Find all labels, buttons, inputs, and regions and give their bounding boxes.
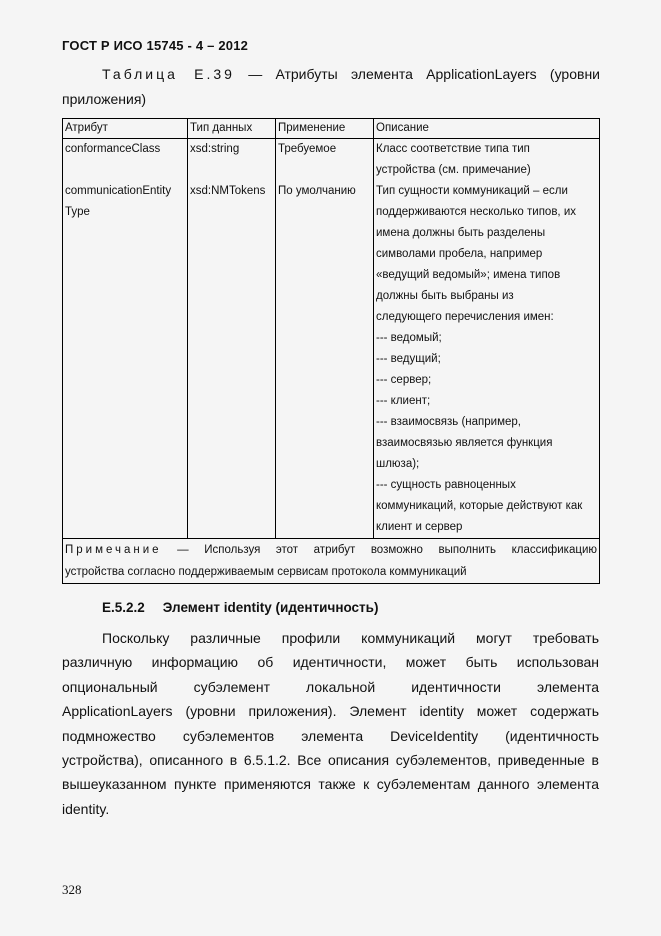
cell-use: По умолчанию bbox=[276, 181, 374, 539]
note-line-1 bbox=[65, 539, 597, 561]
cell-use: Требуемое bbox=[276, 139, 374, 182]
note-text: — Используя этот атрибут возможно выполнить классификацию bbox=[161, 544, 597, 556]
header-attribute: Атрибут bbox=[63, 119, 188, 139]
paragraph-line: подмножество субэлементов элемента DeviceIdentity (идентичность bbox=[62, 727, 599, 744]
header-description: Описание bbox=[374, 119, 600, 139]
table-note-row bbox=[63, 539, 600, 584]
paragraph-line: вышеуказанном пункте применяются также к субэлементам данного элемента bbox=[62, 776, 599, 793]
table-row bbox=[63, 181, 600, 539]
cell-attribute: communicationEntity Type bbox=[63, 181, 188, 539]
paragraph-line: identity. bbox=[62, 800, 110, 817]
page-number: 328 bbox=[62, 882, 82, 897]
cell-description: Класс соответствие типа тип устройства (см. примечание) bbox=[374, 139, 600, 182]
caption-line-2: приложения) bbox=[62, 91, 147, 107]
section-number: Е.5.2.2 bbox=[102, 600, 145, 615]
table-row bbox=[63, 139, 600, 182]
body-paragraph bbox=[62, 626, 599, 821]
caption-prefix: Таблица Е.39 bbox=[102, 66, 235, 82]
cell-attribute: conformanceClass bbox=[63, 139, 188, 182]
paragraph-line: опциональный субэлемент локальной идентичности элемента bbox=[62, 678, 599, 695]
paragraph-line: ApplicationLayers (уровни приложения). Элемент identity может содержать bbox=[62, 703, 599, 720]
standard-header: ГОСТ Р ИСО 15745 - 4 – 2012 bbox=[62, 38, 249, 53]
table-caption bbox=[62, 62, 600, 112]
caption-text: — Атрибуты элемента ApplicationLayers (уровни bbox=[234, 66, 600, 82]
cell-type: xsd:NMTokens bbox=[188, 181, 276, 539]
paragraph-line: устройства), описанного в 6.5.1.2. Все описания субэлементов, приведенные в bbox=[62, 752, 599, 769]
caption-line-1 bbox=[62, 62, 600, 87]
table-header-row bbox=[63, 119, 600, 139]
header-use: Применение bbox=[276, 119, 374, 139]
section-title: Элемент identity (идентичность) bbox=[162, 600, 379, 615]
section-heading bbox=[102, 600, 378, 615]
cell-description: Тип сущности коммуникаций – если поддерживаются несколько типов, их имена должны быть разделены символами пробела, например «ведущий ведомый»; имена типов должны быть выбраны из следующего перечисления имен: --- ведомый; --- ведущий; --- сервер; --- клиент; --- взаимосвязь (например, взаимосвязью является функция шлюза); --- сущность равноценных коммуникаций, которые действуют как клиент и сервер bbox=[374, 181, 600, 539]
attributes-table bbox=[62, 118, 600, 584]
note-line-2: устройства согласно поддерживаемым сервисам протокола коммуникаций bbox=[65, 566, 467, 578]
note-label: Примечание bbox=[65, 544, 162, 556]
table-note bbox=[63, 539, 600, 584]
paragraph-line: Поскольку различные профили коммуникаций могут требовать bbox=[102, 630, 599, 646]
header-data-type: Тип данных bbox=[188, 119, 276, 139]
cell-type: xsd:string bbox=[188, 139, 276, 182]
paragraph-line: различную информацию об идентичности, может быть использован bbox=[62, 654, 599, 671]
